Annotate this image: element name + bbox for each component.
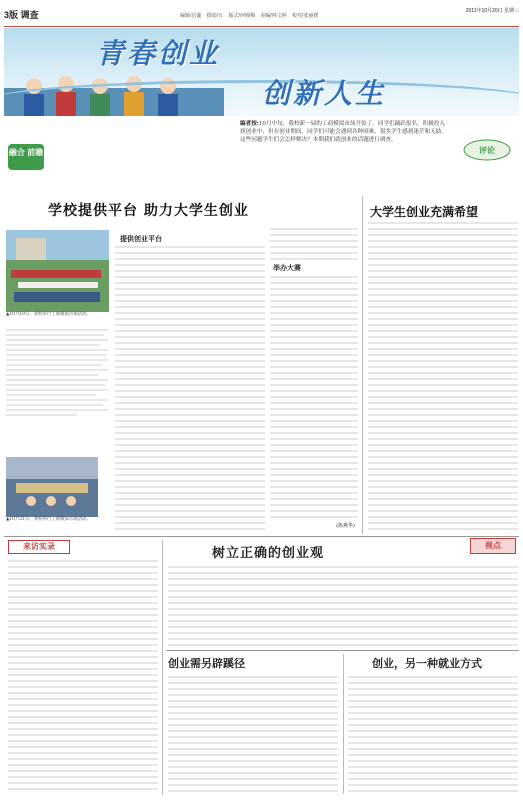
photo-caption-1: ▲10月19日，我校举行工商模拟市场活动。 bbox=[6, 312, 91, 317]
article-author: (陈燕华) bbox=[336, 523, 355, 529]
staff-credits: 编辑/肖鑫 摄影/万 版式/何锦梅 美编/林文婷 校对/张丽媛 bbox=[180, 13, 319, 19]
lower-headline-1: 树立正确的创业观 bbox=[212, 546, 325, 561]
subhead-platform: 提供创业平台 bbox=[120, 234, 162, 243]
viewpoint-label: 视点 bbox=[470, 538, 516, 554]
editor-note-label: 编者按: bbox=[240, 121, 259, 127]
interview-column bbox=[8, 560, 158, 792]
title-banner bbox=[4, 28, 519, 116]
article-column-1 bbox=[6, 326, 108, 452]
campus-photo-2 bbox=[6, 457, 98, 517]
article-column-2 bbox=[115, 246, 265, 532]
page-header bbox=[4, 6, 519, 27]
section-tag-right-text: 评论 bbox=[479, 146, 495, 155]
article-column-3b bbox=[270, 276, 358, 522]
campus-photo-1 bbox=[6, 230, 109, 312]
subhead-contest: 举办大赛 bbox=[273, 263, 301, 272]
banner-title-2: 创新人生 bbox=[262, 78, 387, 109]
lower-divider-2 bbox=[166, 650, 519, 651]
section-tag-right bbox=[462, 138, 512, 162]
editor-note bbox=[240, 120, 450, 160]
main-headline: 学校提供平台 助力大学生创业 bbox=[48, 203, 249, 219]
lower-article-2 bbox=[168, 676, 338, 794]
lower-headline-3: 创业，另一种就业方式 bbox=[372, 657, 482, 670]
interview-label: 来访实录 bbox=[8, 540, 70, 554]
section-tag-left-text: 融合 前瞻 bbox=[8, 148, 44, 157]
lower-headline-2: 创业需另辟蹊径 bbox=[168, 657, 245, 670]
editor-note-text: 10月中旬，我校新一届的工商模拟市场开始了。同学们踊跃报名，积极投入到创业中，但在创业期间，同学们可能会遇到各种困难，很多学生感到迷茫和无助。这些问题学生们会怎样解决？本期我们就创业的话题进行调查。 bbox=[240, 121, 447, 143]
lower-article-1 bbox=[168, 566, 518, 646]
banner-title-1: 青春创业 bbox=[96, 38, 221, 69]
issue-date: 2011年10月20日 星期三 bbox=[465, 8, 519, 14]
photo-caption-2: ▲10月21日，我校举行工商模拟市场活动。 bbox=[6, 517, 91, 522]
lower-column-divider bbox=[162, 540, 163, 795]
lower-article-3 bbox=[348, 676, 518, 794]
section-tag-left bbox=[6, 142, 46, 172]
section-divider bbox=[4, 536, 519, 537]
column-divider bbox=[362, 196, 363, 534]
right-headline: 大学生创业充满希望 bbox=[370, 205, 479, 219]
right-article-body bbox=[368, 222, 518, 532]
lower-column-divider-2 bbox=[343, 654, 344, 794]
article-column-3a bbox=[270, 228, 358, 260]
edition-label: 3版 调查 bbox=[4, 10, 39, 20]
